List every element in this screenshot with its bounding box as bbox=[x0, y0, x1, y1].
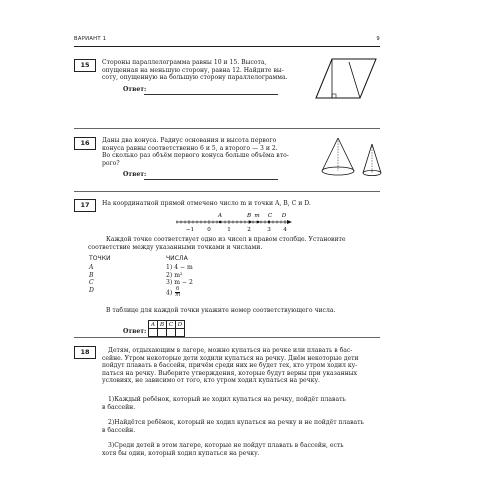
problem-text-line: сейне. Утром некоторые дети ходили купаться на речку. Днём некоторые дети bbox=[102, 354, 359, 362]
point-m-dot bbox=[257, 221, 259, 223]
point-label: C bbox=[267, 213, 273, 219]
numbers-list bbox=[166, 264, 193, 299]
points-list bbox=[89, 264, 94, 294]
statement-2 bbox=[102, 419, 364, 434]
table-header-cell: A bbox=[149, 321, 158, 329]
problem-15 bbox=[74, 59, 380, 129]
point-item: A bbox=[89, 264, 94, 271]
problem-number: 15 bbox=[74, 59, 96, 72]
number-option: 2) m² bbox=[166, 271, 183, 279]
answer-cell[interactable] bbox=[176, 329, 185, 337]
number-option: 1) 4 − m bbox=[166, 264, 193, 271]
point-label: m bbox=[254, 213, 260, 219]
page-header bbox=[74, 36, 380, 47]
problem-16 bbox=[74, 137, 380, 197]
fraction-numerator: 6 bbox=[176, 285, 180, 292]
tick-label: −1 bbox=[185, 227, 195, 233]
answer-cell[interactable] bbox=[158, 329, 167, 337]
statement-line: в бассейн. bbox=[102, 426, 136, 434]
point-b-dot bbox=[249, 221, 251, 223]
number-option: 4) bbox=[166, 289, 173, 297]
statement-line: в бассейн. bbox=[102, 403, 136, 411]
problem-intro: На координатной прямой отмечено число m и точки A, B, C и D. bbox=[102, 200, 311, 207]
tick-label: 1 bbox=[227, 227, 231, 233]
fraction-denominator: m bbox=[175, 292, 181, 299]
workbook-page bbox=[66, 28, 386, 480]
problem-text-line: пойдут плавать в бассейн, причём среди них не будет тех, кто утром ходил ку- bbox=[102, 362, 358, 370]
problem-18 bbox=[74, 346, 380, 476]
statement-1 bbox=[102, 396, 346, 411]
problem-instruction bbox=[88, 236, 346, 251]
point-label: D bbox=[281, 213, 287, 219]
point-label: B bbox=[246, 213, 252, 219]
table-header-cell: D bbox=[176, 321, 185, 329]
tick-label: 2 bbox=[247, 227, 251, 233]
page-number: 9 bbox=[376, 36, 380, 42]
answer-line[interactable] bbox=[144, 179, 278, 180]
instruction-line: соответствие между указанными точками и числами. bbox=[88, 243, 263, 251]
number-option-fraction bbox=[166, 287, 193, 299]
tick-label: 0 bbox=[207, 227, 211, 233]
statement-line: 3)Среди детей в этом лагере, которые не пойдут плавать в бассейн, есть bbox=[108, 442, 344, 449]
problem-text-line: рого? bbox=[102, 159, 120, 167]
problem-text-line: Детям, отдыхающим в лагере, можно купаться на речке или плавать в бас- bbox=[108, 347, 353, 354]
problem-text bbox=[102, 347, 359, 385]
point-label: A bbox=[217, 213, 223, 219]
problem-text-line: условиях, не зависимо от того, кто утром ходил купаться на речку. bbox=[102, 377, 320, 385]
separator bbox=[74, 337, 380, 338]
problem-text-line: конуса равны соответственно 6 и 5, а второго — 3 и 2. bbox=[102, 144, 278, 152]
number-option: 3) m − 2 bbox=[166, 279, 193, 287]
point-item: B bbox=[89, 271, 94, 279]
problem-number: 16 bbox=[74, 137, 96, 150]
point-item: C bbox=[89, 279, 94, 287]
problem-text-line: паться на речку. Выберите утверждения, которые будут верны при указанных bbox=[102, 369, 358, 377]
statement-line: хотя бы один, который ходил купаться на речку. bbox=[102, 449, 260, 457]
problem-text-line: опущенная на меньшую сторону, равна 12. Найдите вы- bbox=[102, 66, 284, 74]
problem-text-line: Даны два конуса. Радиус основания и высота первого bbox=[102, 137, 277, 144]
problem-text bbox=[102, 59, 288, 82]
problem-number: 17 bbox=[74, 199, 96, 212]
problem-text-line: соту, опущенную на большую сторону параллелограмма. bbox=[102, 74, 288, 82]
problem-text-line: Во сколько раз объём первого конуса больше объёма вто- bbox=[102, 152, 289, 160]
answer-cell[interactable] bbox=[167, 329, 176, 337]
problem-17 bbox=[74, 199, 380, 359]
point-a-dot bbox=[219, 221, 221, 223]
numbers-header: ЧИСЛА bbox=[166, 255, 188, 262]
cones-figure bbox=[318, 136, 388, 180]
point-item: D bbox=[89, 286, 94, 294]
answer-label: Ответ: bbox=[123, 328, 147, 335]
separator bbox=[74, 128, 380, 129]
statement-3 bbox=[102, 442, 344, 457]
fraction bbox=[175, 287, 180, 299]
answer-label: Ответ: bbox=[123, 86, 147, 93]
tick-label: 4 bbox=[283, 227, 287, 233]
problem-number: 18 bbox=[74, 346, 96, 359]
answer-cell[interactable] bbox=[149, 329, 158, 337]
points-header: ТОЧКИ bbox=[89, 255, 111, 262]
problem-text-line: Стороны параллелограмма равны 10 и 15. Высота, bbox=[102, 59, 267, 66]
variant-label: ВАРИАНТ 1 bbox=[74, 36, 107, 42]
point-c-dot bbox=[268, 221, 270, 223]
answer-table bbox=[148, 320, 185, 337]
separator bbox=[74, 191, 380, 192]
answer-label: Ответ: bbox=[123, 171, 147, 178]
parallelogram-figure bbox=[312, 56, 380, 102]
number-line bbox=[174, 208, 294, 234]
table-instruction: В таблице для каждой точки укажите номер соответствующего числа. bbox=[106, 307, 336, 314]
instruction-line: Каждой точке соответствует одно из чисел в правом столбце. Установите bbox=[106, 236, 346, 243]
problem-text bbox=[102, 137, 289, 167]
tick-label: 3 bbox=[267, 227, 271, 233]
statement-line: 1)Каждый ребёнок, который не ходил купаться на речку, пойдёт плавать bbox=[108, 396, 346, 403]
table-header-cell: B bbox=[158, 321, 167, 329]
answer-line[interactable] bbox=[144, 94, 278, 95]
table-header-cell: C bbox=[167, 321, 176, 329]
statement-line: 2)Найдётся ребёнок, который не ходил купаться на речку и не пойдёт плавать bbox=[108, 419, 364, 426]
